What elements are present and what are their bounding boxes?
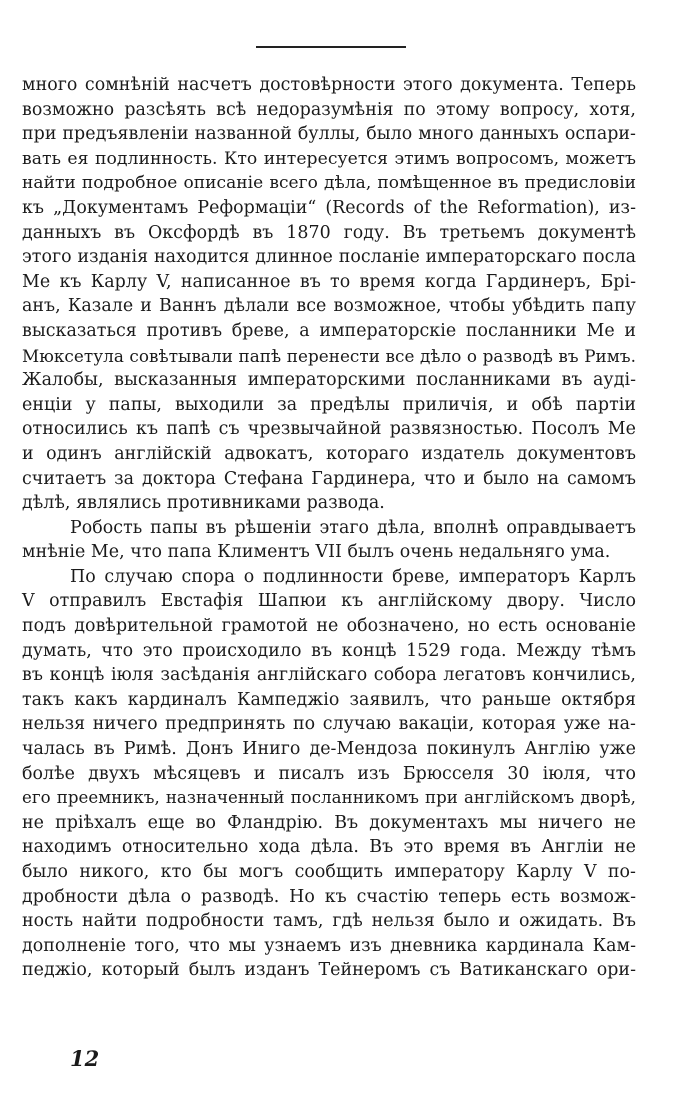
- text-line: мнѣніе Ме, что папа Климентъ VII былъ очень недальняго ума.: [22, 542, 611, 563]
- text-line: Мюксетула совѣтывали папѣ перенести все дѣло о разводѣ въ Римъ.: [22, 345, 636, 366]
- text-line: и одинъ англійскій адвокатъ, котораго издатель документовъ: [22, 443, 636, 464]
- text-line: высказаться противъ бреве, а императорскіе посланники Ме и: [22, 320, 636, 341]
- text-line: подъ довѣрительной грамотой не обозначено, но есть основаніе: [22, 616, 636, 637]
- text-line: этого изданія находится длинное посланіе императорскаго посла: [22, 247, 636, 268]
- page-number: 12: [70, 1046, 100, 1071]
- text-line: при предъявленіи названной буллы, было много данныхъ оспари-: [22, 124, 636, 145]
- text-line: не пріѣхалъ еще во Фландрію. Въ документахъ мы ничего не: [22, 812, 636, 833]
- text-line: найти подробное описаніе всего дѣла, помѣщенное въ предисловіи: [22, 173, 636, 194]
- text-line: V отправилъ Евстафія Шапюи къ англійскому двору. Число: [22, 591, 636, 612]
- text-line: такъ какъ кардиналъ Кампеджіо заявилъ, что раньше октября: [22, 689, 636, 710]
- text-line: ность найти подробности тамъ, гдѣ нельзя было и ожидать. Въ: [22, 911, 636, 932]
- text-line: нельзя ничего предпринять по случаю вакаціи, которая уже на-: [22, 714, 636, 735]
- text-line: дѣлѣ, являлись противниками развода.: [22, 493, 385, 514]
- text-line: дополненіе того, что мы узнаемъ изъ дневника кардинала Кам-: [22, 935, 636, 956]
- body-text: [22, 73, 636, 983]
- text-line: къ „Документамъ Реформаціи“ (Records of the Reformation), из-: [22, 197, 636, 218]
- text-line: Жалобы, высказанныя императорскими посланниками въ ауді-: [22, 370, 636, 391]
- text-line: Робость папы въ рѣшеніи этаго дѣла, вполнѣ оправдываетъ: [70, 517, 636, 538]
- text-line: педжіо, который былъ изданъ Тейнеромъ съ Ватиканскаго ори-: [22, 960, 636, 981]
- text-line: считаетъ за доктора Стефана Гардинера, что и было на самомъ: [22, 468, 636, 489]
- text-line: его преемникъ, назначенный посланникомъ при англійскомъ дворѣ,: [22, 788, 636, 808]
- text-line: енціи у папы, выходили за предѣлы приличія, и обѣ партіи: [22, 394, 636, 415]
- text-line: анъ, Казале и Ваннъ дѣлали все возможное, чтобы убѣдить папу: [22, 296, 636, 317]
- text-line: По случаю спора о подлинности бреве, императоръ Карлъ: [70, 566, 636, 587]
- text-line: въ концѣ іюля засѣданія англійскаго собора легатовъ кончились,: [22, 665, 636, 686]
- header-rule: [256, 46, 406, 48]
- text-line: думать, что это происходило въ концѣ 1529 года. Между тѣмъ: [22, 640, 636, 661]
- text-line: дробности дѣла о разводѣ. Но къ счастію теперь есть возмож-: [22, 886, 636, 907]
- text-line: вать ея подлинность. Кто интересуется этимъ вопросомъ, можетъ: [22, 148, 636, 169]
- text-line: возможно разсѣять всѣ недоразумѣнія по этому вопросу, хотя,: [22, 99, 636, 120]
- text-line: относились къ папѣ съ чрезвычайной развязностью. Посолъ Ме: [22, 419, 636, 440]
- text-line: чалась въ Римѣ. Донъ Иниго де-Мендоза покинулъ Англію уже: [22, 739, 636, 760]
- text-line: находимъ относительно хода дѣла. Въ это время въ Англіи не: [22, 837, 636, 858]
- text-line: болѣе двухъ мѣсяцевъ и писалъ изъ Брюсселя 30 іюля, что: [22, 763, 636, 784]
- text-line: много сомнѣній насчетъ достовѣрности этого документа. Теперь: [22, 75, 636, 95]
- text-line: Ме къ Карлу V, написанное въ то время когда Гардинеръ, Брі-: [22, 271, 636, 292]
- text-line: было никого, кто бы могъ сообщить императору Карлу V по-: [22, 862, 636, 882]
- text-line: данныхъ въ Оксфордѣ въ 1870 году. Въ третьемъ документѣ: [22, 222, 636, 243]
